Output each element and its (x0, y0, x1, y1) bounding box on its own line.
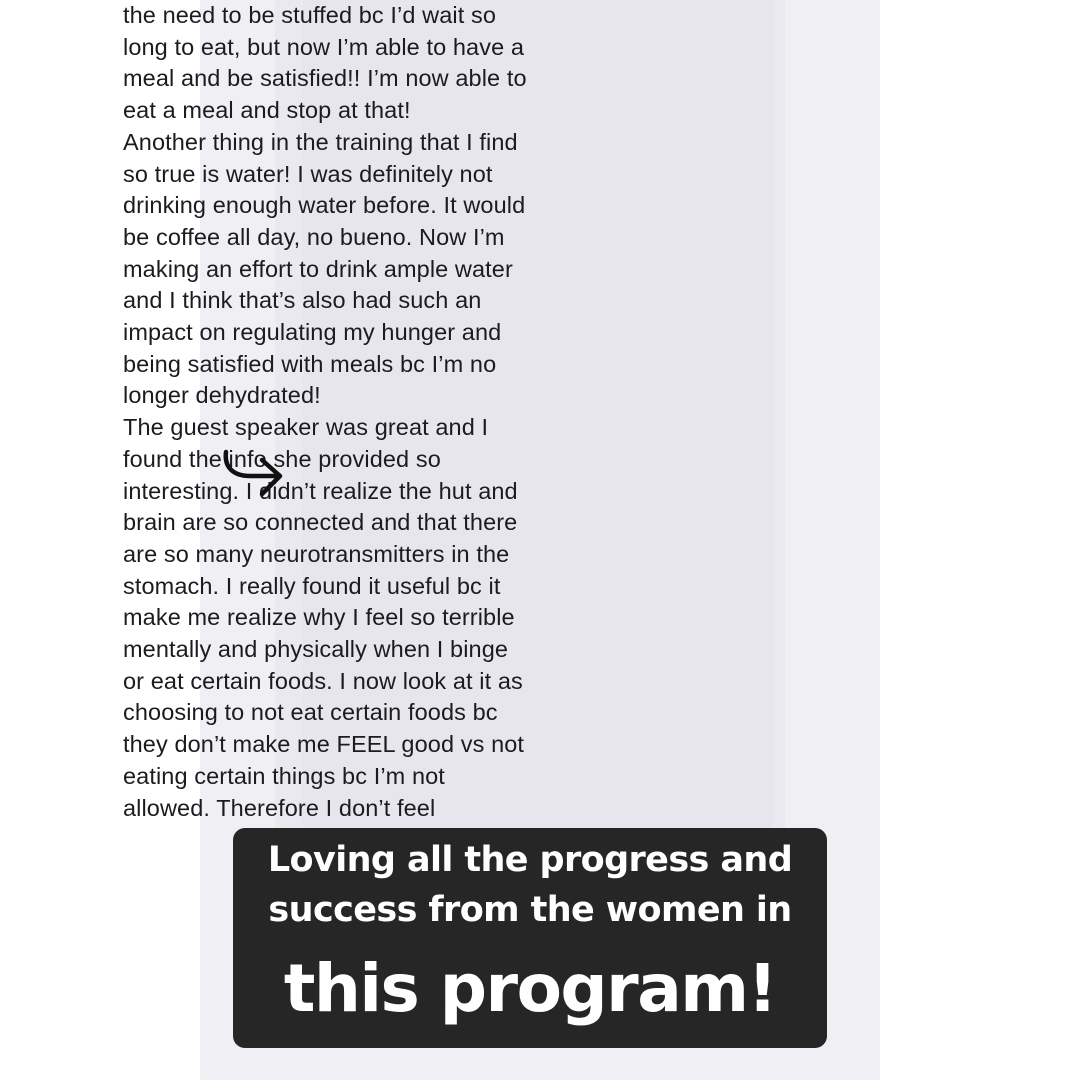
message-line: longer dehydrated! (123, 382, 321, 409)
message-line: stomach. I really found it useful bc it (123, 572, 501, 599)
message-line: mentally and physically when I binge (123, 636, 509, 663)
message-line: and I think that’s also had such an (123, 287, 482, 314)
caption-line-1: Loving all the progress and (267, 840, 793, 880)
message-line: choosing to not eat certain foods bc (123, 699, 498, 726)
message-line: found the info she provided so (123, 445, 441, 472)
message-line: making an effort to drink ample water (123, 255, 513, 282)
message-line: be coffee all day, no bueno. Now I’m (123, 223, 505, 250)
message-line: The guest speaker was great and I (123, 414, 489, 441)
message-line: long to eat, but now I’m able to have a (123, 33, 525, 60)
message-line: being satisfied with meals bc I’m no (123, 350, 497, 377)
message-line: the need to be stuffed bc I’d wait so (123, 2, 496, 28)
message-line: meal and be satisfied!! I’m now able to (123, 65, 527, 92)
hand-drawn-arrow-icon (220, 446, 288, 500)
message-line: are so many neurotransmitters in the (123, 540, 510, 567)
message-line: or eat certain foods. I now look at it as (123, 667, 523, 694)
message-line: allowed. Therefore I don’t feel (123, 794, 436, 821)
message-line: drinking enough water before. It would (123, 192, 526, 219)
message-line: brain are so connected and that there (123, 509, 518, 536)
caption-line-2: success from the women in (268, 890, 792, 930)
caption-box (233, 828, 827, 1048)
caption-line-3: this program! (283, 950, 777, 1027)
message-line: interesting. I didn’t realize the hut and (123, 477, 518, 504)
message-line: make me realize why I feel so terrible (123, 604, 515, 631)
message-line: impact on regulating my hunger and (123, 319, 502, 346)
message-line: they don’t make me FEEL good vs not (123, 731, 525, 758)
message-text (123, 0, 583, 824)
message-line: so true is water! I was definitely not (123, 160, 493, 187)
message-line: eating certain things bc I’m not (123, 762, 445, 789)
message-line: Another thing in the training that I find (123, 128, 518, 155)
message-line: eat a meal and stop at that! (123, 97, 411, 124)
